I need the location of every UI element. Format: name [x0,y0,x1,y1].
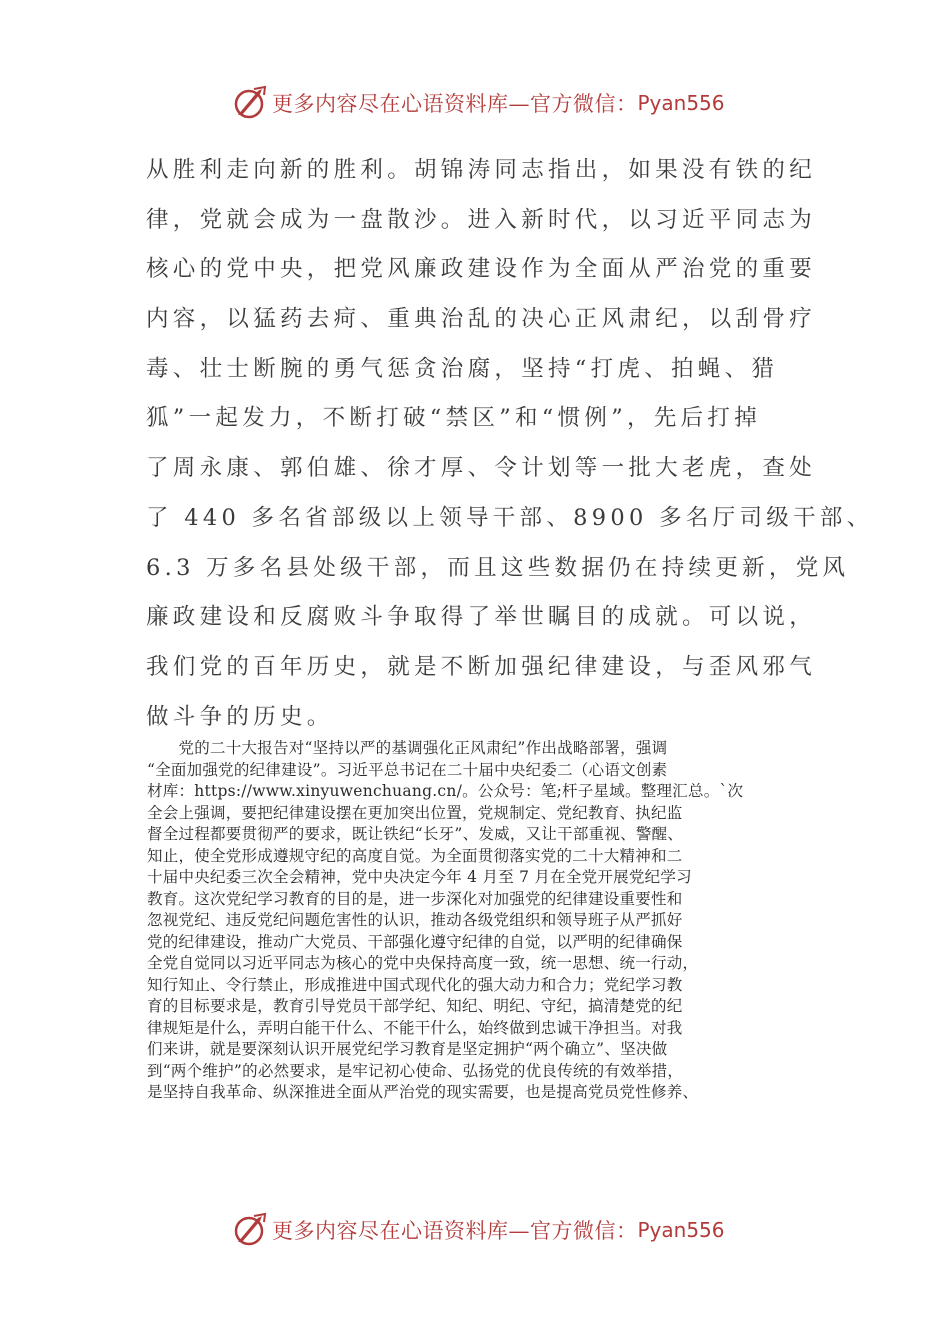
header-banner [232,84,732,122]
text-line: 我们党的百年历史，就是不断加强纪律建设，与歪风邪气 [146,653,817,680]
text-line: 育的目标要求是，教育引导党员干部学纪、知纪、明纪、守纪，搞清楚党的纪 [147,997,683,1015]
text-line: 了周永康、郭伯雄、徐才厚、令计划等一批大老虎，查处 [146,455,817,482]
body-small-paragraph [147,738,819,1104]
footer-banner [232,1211,732,1249]
text-line: 从胜利走向新的胜利。胡锦涛同志指出，如果没有铁的纪 [146,157,817,183]
text-line: 律，党就会成为一盘散沙。进入新时代，以习近平同志为 [146,206,817,233]
text-line: 知止，使全党形成遵规守纪的高度自觉。为全面贯彻落实党的二十大精神和二 [147,846,683,865]
text-line: 廉政建设和反腐败斗争取得了举世瞩目的成就。可以说， [146,604,817,631]
text-line: 教育。这次党纪学习教育的目的是，进一步深化对加强党的纪律建设重要性和 [147,889,683,908]
wechat-id: Pyan556 [637,91,725,115]
text-line: 全会上强调，要把纪律建设摆在更加突出位置，党规制定、党纪教育、执纪监 [147,803,683,822]
text-line: 全党自觉同以习近平同志为核心的党中央保持高度一致，统一思想、统一行动， [147,954,699,972]
text-line: 做斗争的历史。 [146,703,334,730]
text-line: 律规矩是什么，弄明白能干什么、不能干什么，始终做到忠诚干净担当。对我 [147,1018,683,1037]
text-line: 狐”一起发力，不断打破“禁区”和“惯例”，先后打掉 [146,405,762,432]
quill-pen-icon [232,85,268,121]
text-line: 们来讲，就是要深刻认识开展党纪学习教育是坚定拥护“两个确立”、坚决做 [147,1040,668,1058]
text-line: 知行知止、令行禁止，形成推进中国式现代化的强大动力和合力；党纪学习教 [147,975,683,994]
banner-text: 更多内容尽在心语资料库—官方微信： [272,1219,638,1243]
text-line: 督全过程都要贯彻严的要求，既让铁纪“长牙”、发威，又让干部重视、警醒、 [147,825,684,843]
text-line: 忽视党纪、违反党纪问题危害性的认识，推动各级党组织和领导班子从严抓好 [147,911,683,929]
text-line: 核心的党中央，把党风廉政建设作为全面从严治党的重要 [146,256,817,283]
text-line: 内容，以猛药去疴、重典治乱的决心正风肃纪，以刮骨疗 [146,306,817,333]
text-line: 到“两个维护”的必然要求，是牢记初心使命、弘扬党的优良传统的有效举措， [147,1061,684,1080]
text-line: 了 440 多名省部级以上领导干部、8900 多名厅司级干部、 [146,504,874,531]
text-line: “全面加强党的纪律建设”。习近平总书记在二十届中央纪委二（心语文创素 [147,760,668,779]
wechat-id: Pyan556 [637,1218,725,1242]
text-line: 材库：https://www.xinyuwenchuang.cn/。公众号：笔;杆子星域。整理汇总。`次 [147,782,744,800]
text-line: 毒、壮士断腕的勇气惩贪治腐，坚持“打虎、拍蝇、猎 [146,355,779,382]
banner-text: 更多内容尽在心语资料库—官方微信： [272,92,638,116]
body-large-paragraph [146,146,874,742]
text-line: 6.3 万多名县处级干部，而且这些数据仍在持续更新，党风 [146,554,850,581]
text-line: 党的二十大报告对“坚持以严的基调强化正风肃纪”作出战略部署，强调 [147,739,668,757]
quill-pen-icon [232,1212,268,1248]
text-line: 十届中央纪委三次全会精神，党中央决定今年 4 月至 7 月在全党开展党纪学习 [147,868,692,886]
text-line: 是坚持自我革命、纵深推进全面从严治党的现实需要，也是提高党员党性修养、 [147,1083,699,1101]
text-line: 党的纪律建设，推动广大党员、干部强化遵守纪律的自觉，以严明的纪律确保 [147,932,683,951]
